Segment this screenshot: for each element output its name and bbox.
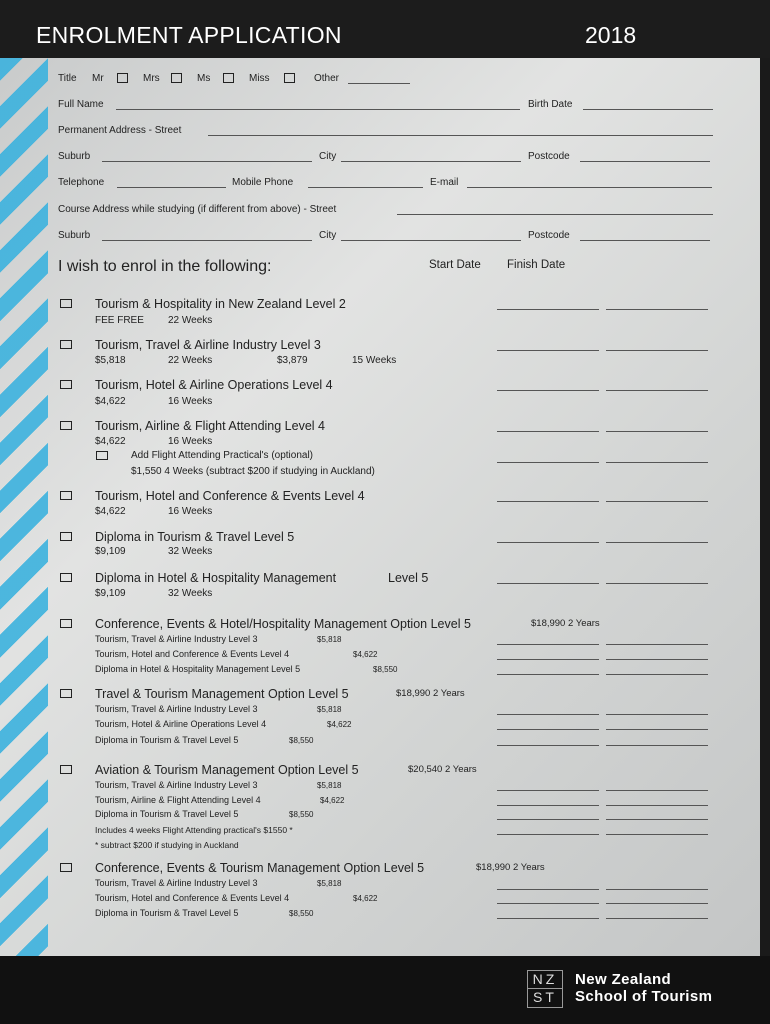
finish-date-field[interactable] <box>606 380 708 391</box>
finish-date-field[interactable] <box>606 893 708 904</box>
logo-bottom: ST <box>533 989 557 1005</box>
suburb-field[interactable] <box>102 151 312 162</box>
course-checkbox[interactable] <box>60 299 72 308</box>
course-weeks: 16 Weeks <box>168 396 213 407</box>
course-note: Includes 4 weeks Flight Attending practical's $1550 * <box>95 825 293 835</box>
component-name: Tourism, Airline & Flight Attending Level 4 <box>95 795 261 805</box>
decorative-stripes <box>0 58 48 956</box>
course-fee: $20,540 2 Years <box>408 764 477 775</box>
birth-date-label: Birth Date <box>528 99 573 110</box>
course-fee: $18,990 2 Years <box>531 618 600 629</box>
start-date-field[interactable] <box>497 491 599 502</box>
full-name-label: Full Name <box>58 99 104 110</box>
finish-date-field[interactable] <box>606 719 708 730</box>
finish-date-field[interactable] <box>606 649 708 660</box>
brand-line-2: School of Tourism <box>575 988 713 1005</box>
course-name: Travel & Tourism Management Option Level 5 <box>95 687 349 701</box>
component-name: Tourism, Hotel and Conference & Events Level 4 <box>95 649 290 659</box>
course-name: Tourism, Travel & Airline Industry Level 3 <box>95 338 321 352</box>
start-date-field[interactable] <box>497 809 599 820</box>
mrs-label: Mrs <box>143 73 160 84</box>
component-fee: $5,818 <box>317 879 342 888</box>
course-checkbox[interactable] <box>60 532 72 541</box>
component-fee: $4,622 <box>327 720 352 729</box>
start-date-field[interactable] <box>497 299 599 310</box>
finish-date-field[interactable] <box>606 908 708 919</box>
mrs-checkbox[interactable] <box>171 73 182 83</box>
miss-checkbox[interactable] <box>284 73 295 83</box>
start-date-field[interactable] <box>497 893 599 904</box>
component-fee: $8,550 <box>289 736 314 745</box>
component-name: Tourism, Travel & Airline Industry Level 3 <box>95 704 258 714</box>
course-checkbox[interactable] <box>60 689 72 698</box>
course-checkbox[interactable] <box>60 863 72 872</box>
course-fee: $18,990 2 Years <box>396 688 465 699</box>
course-name: Diploma in Hotel & Hospitality Management <box>95 571 337 585</box>
permanent-address-label: Permanent Address - Street <box>58 125 182 136</box>
course-fee: $9,109 <box>95 588 126 599</box>
course-checkbox[interactable] <box>60 491 72 500</box>
suburb-label: Suburb <box>58 151 91 162</box>
component-fee: $5,818 <box>317 635 342 644</box>
postcode-field[interactable] <box>580 151 710 162</box>
finish-date-field[interactable] <box>606 421 708 432</box>
course-street-field[interactable] <box>397 204 713 215</box>
start-date-field[interactable] <box>497 719 599 730</box>
component-name: Tourism, Travel & Airline Industry Level 3 <box>95 878 258 888</box>
course-name: Aviation & Tourism Management Option Level 5 <box>95 763 359 777</box>
addon-name: Add Flight Attending Practical's (optional) <box>131 450 314 461</box>
finish-date-field[interactable] <box>606 340 708 351</box>
course-weeks: 32 Weeks <box>168 546 213 557</box>
course-name: Tourism, Hotel and Conference & Events Level 4 <box>95 489 365 503</box>
component-name: Tourism, Travel & Airline Industry Level 3 <box>95 634 258 644</box>
start-date-header: Start Date <box>429 259 481 271</box>
course-checkbox[interactable] <box>60 765 72 774</box>
course-fee: FEE FREE <box>95 315 144 326</box>
postcode-label: Postcode <box>528 151 570 162</box>
course-note: * subtract $200 if studying in Auckland <box>95 840 239 850</box>
city-label: City <box>319 151 337 162</box>
course-name: Conference, Events & Tourism Management Option Level 5 <box>95 861 425 875</box>
course-weeks: 32 Weeks <box>168 588 213 599</box>
component-name: Diploma in Tourism & Travel Level 5 <box>95 735 239 745</box>
nzst-logo <box>527 970 563 1008</box>
course-address-label: Course Address while studying (if different from above) - Street <box>58 204 337 215</box>
mr-label: Mr <box>92 73 104 84</box>
start-date-field[interactable] <box>497 340 599 351</box>
course-name: Conference, Events & Hotel/Hospitality Management Option Level 5 <box>95 617 471 631</box>
city-field[interactable] <box>341 151 521 162</box>
start-date-field[interactable] <box>497 735 599 746</box>
component-fee: $4,622 <box>353 894 378 903</box>
finish-date-field[interactable] <box>606 879 708 890</box>
course-level: Level 5 <box>388 571 429 585</box>
other-label: Other <box>314 73 340 84</box>
course-name: Tourism, Airline & Flight Attending Level 4 <box>95 419 325 433</box>
finish-date-field[interactable] <box>606 735 708 746</box>
course-fee: $4,622 <box>95 396 126 407</box>
brand-line-1: New Zealand <box>575 971 672 988</box>
course-checkbox[interactable] <box>60 380 72 389</box>
finish-date-field[interactable] <box>606 664 708 675</box>
enrol-heading: I wish to enrol in the following: <box>58 258 272 275</box>
course-checkbox[interactable] <box>60 340 72 349</box>
start-date-field[interactable] <box>497 824 599 835</box>
brand-name <box>575 971 712 1005</box>
full-name-field[interactable] <box>116 99 520 110</box>
component-fee: $4,622 <box>353 650 378 659</box>
start-date-field[interactable] <box>497 908 599 919</box>
other-field[interactable] <box>348 73 410 84</box>
component-name: Tourism, Hotel & Airline Operations Level 4 <box>95 719 267 729</box>
course-checkbox[interactable] <box>60 573 72 582</box>
course-name: Diploma in Tourism & Travel Level 5 <box>95 530 295 544</box>
finish-date-field[interactable] <box>606 452 708 463</box>
finish-date-field[interactable] <box>606 634 708 645</box>
course-weeks-alt: 15 Weeks <box>352 355 397 366</box>
course-fee: $18,990 2 Years <box>476 862 545 873</box>
telephone-label: Telephone <box>58 177 105 188</box>
postcode2-field[interactable] <box>580 230 710 241</box>
addon-fee: $1,550 4 Weeks (subtract $200 if studying in Auckland) <box>131 466 375 477</box>
telephone-field[interactable] <box>117 177 226 188</box>
page-title: ENROLMENT APPLICATION <box>36 22 342 48</box>
course-name: Tourism & Hospitality in New Zealand Level 2 <box>95 297 346 311</box>
miss-label: Miss <box>249 73 270 84</box>
course-name: Tourism, Hotel & Airline Operations Level 4 <box>95 378 333 392</box>
birth-date-field[interactable] <box>583 99 713 110</box>
start-date-field[interactable] <box>497 704 599 715</box>
course-weeks: 22 Weeks <box>168 355 213 366</box>
course-weeks: 16 Weeks <box>168 436 213 447</box>
addon-checkbox[interactable] <box>96 451 108 460</box>
start-date-field[interactable] <box>497 664 599 675</box>
ms-checkbox[interactable] <box>223 73 234 83</box>
finish-date-field[interactable] <box>606 704 708 715</box>
finish-date-header: Finish Date <box>507 259 566 271</box>
component-fee: $8,550 <box>289 810 314 819</box>
component-fee: $5,818 <box>317 781 342 790</box>
finish-date-field[interactable] <box>606 809 708 820</box>
start-date-field[interactable] <box>497 380 599 391</box>
start-date-field[interactable] <box>497 780 599 791</box>
title-label: Title <box>58 73 77 84</box>
start-date-field[interactable] <box>497 795 599 806</box>
course-fee: $9,109 <box>95 546 126 557</box>
component-name: Diploma in Tourism & Travel Level 5 <box>95 908 239 918</box>
start-date-field[interactable] <box>497 532 599 543</box>
component-name: Diploma in Hotel & Hospitality Management Level 5 <box>95 664 301 674</box>
suburb2-label: Suburb <box>58 230 91 241</box>
ms-label: Ms <box>197 73 211 84</box>
start-date-field[interactable] <box>497 879 599 890</box>
component-fee: $4,622 <box>320 796 345 805</box>
course-fee: $5,818 <box>95 355 126 366</box>
start-date-field[interactable] <box>497 573 599 584</box>
city2-label: City <box>319 230 337 241</box>
course-checkbox[interactable] <box>60 619 72 628</box>
logo-top: NZ <box>528 971 562 989</box>
mobile-field[interactable] <box>308 177 423 188</box>
mobile-label: Mobile Phone <box>232 177 294 188</box>
start-date-field[interactable] <box>497 421 599 432</box>
email-label: E-mail <box>430 177 459 188</box>
component-name: Tourism, Travel & Airline Industry Level 3 <box>95 780 258 790</box>
course-weeks: 16 Weeks <box>168 506 213 517</box>
course-fee: $4,622 <box>95 506 126 517</box>
postcode2-label: Postcode <box>528 230 570 241</box>
component-name: Diploma in Tourism & Travel Level 5 <box>95 809 239 819</box>
course-weeks: 22 Weeks <box>168 315 213 326</box>
component-fee: $8,550 <box>289 909 314 918</box>
finish-date-field[interactable] <box>606 532 708 543</box>
finish-date-field[interactable] <box>606 299 708 310</box>
start-date-field[interactable] <box>497 649 599 660</box>
finish-date-field[interactable] <box>606 491 708 502</box>
course-fee: $4,622 <box>95 436 126 447</box>
permanent-street-field[interactable] <box>208 125 713 136</box>
component-fee: $5,818 <box>317 705 342 714</box>
component-fee: $8,550 <box>373 665 398 674</box>
email-field[interactable] <box>467 177 712 188</box>
header-bar <box>0 0 770 58</box>
year-label: 2018 <box>585 22 637 48</box>
course-checkbox[interactable] <box>60 421 72 430</box>
start-date-field[interactable] <box>497 634 599 645</box>
finish-date-field[interactable] <box>606 780 708 791</box>
city2-field[interactable] <box>341 230 521 241</box>
start-date-field[interactable] <box>497 452 599 463</box>
finish-date-field[interactable] <box>606 795 708 806</box>
finish-date-field[interactable] <box>606 573 708 584</box>
finish-date-field[interactable] <box>606 824 708 835</box>
mr-checkbox[interactable] <box>117 73 128 83</box>
component-name: Tourism, Hotel and Conference & Events Level 4 <box>95 893 290 903</box>
suburb2-field[interactable] <box>102 230 312 241</box>
course-fee-alt: $3,879 <box>277 355 308 366</box>
